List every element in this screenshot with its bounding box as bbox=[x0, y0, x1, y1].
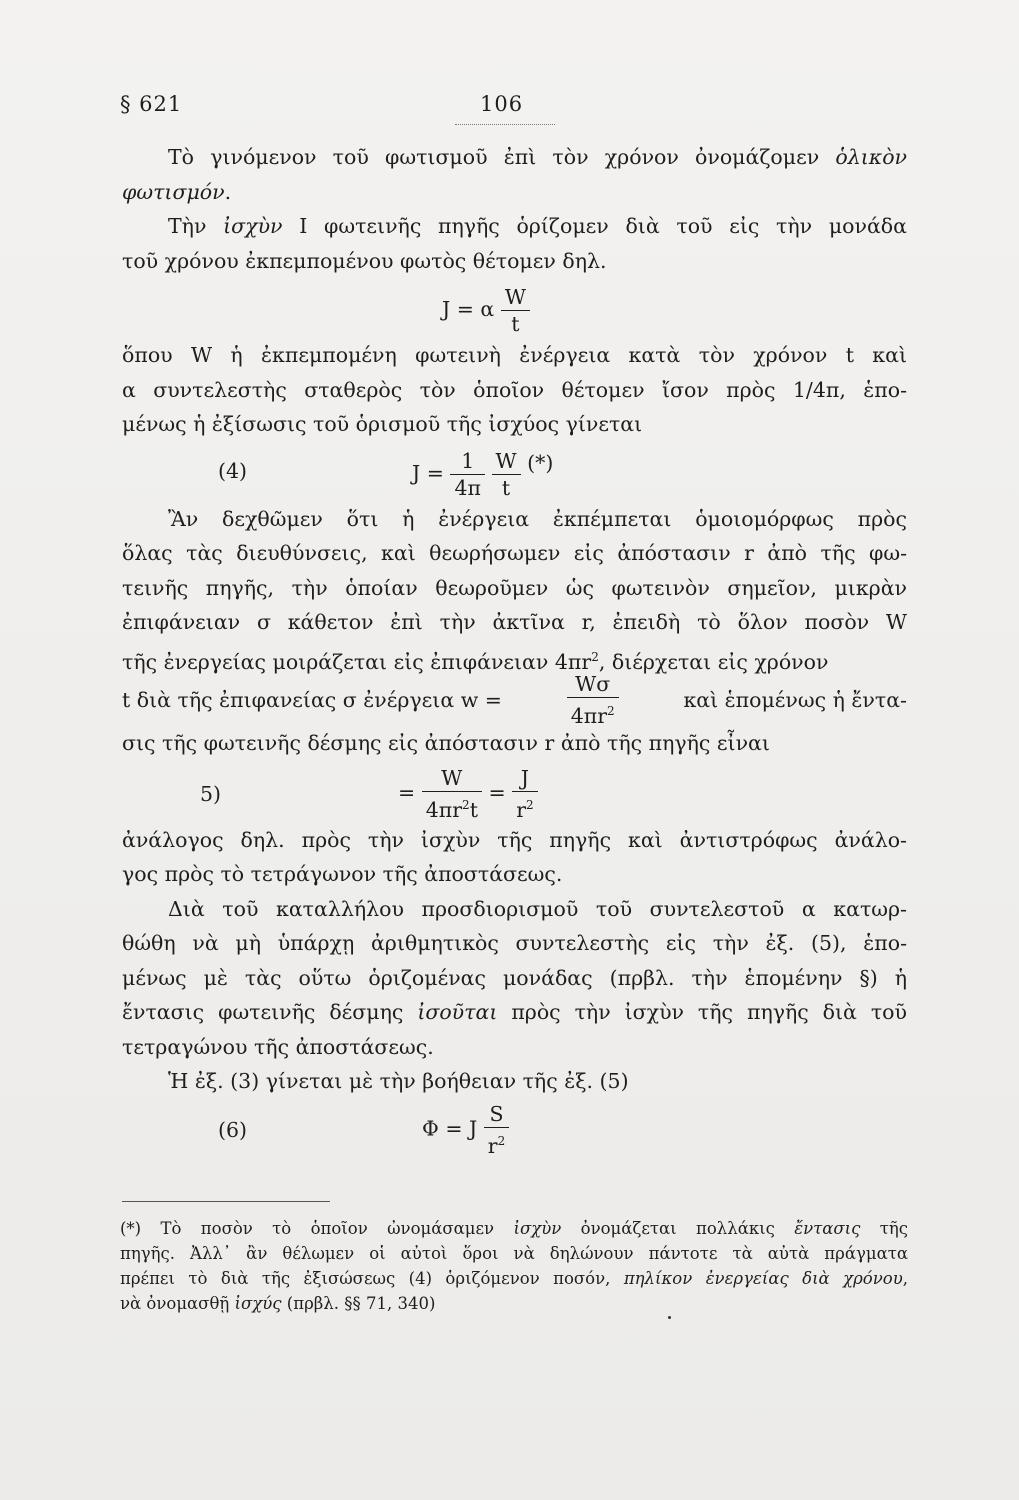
paragraph-line: ἀνάλογος δηλ. πρὸς τὴν ἰσχὺν τῆς πηγῆς καὶ ἀντιστρόφως ἀνάλο- bbox=[122, 827, 907, 852]
paragraph-line bbox=[122, 640, 907, 675]
numerator: J bbox=[512, 765, 537, 792]
equation-label: 5) bbox=[200, 781, 222, 806]
main-text bbox=[122, 140, 907, 1159]
header-ornament bbox=[455, 122, 555, 125]
equation-6 bbox=[122, 1099, 907, 1159]
paragraph-line: ὅλας τὰς διευθύνσεις, καὶ θεωρήσωμεν εἰς ἀπόστασιν r ἀπὸ τῆς φω- bbox=[122, 541, 907, 565]
equation-a bbox=[122, 278, 907, 338]
equation-5 bbox=[122, 761, 907, 823]
footnote-rule bbox=[122, 1201, 330, 1202]
text-span: 4πr bbox=[570, 703, 608, 728]
paragraph-line: Διὰ τοῦ καταλλήλου προσδιορισμοῦ τοῦ συντελεστοῦ α κατωρ- bbox=[168, 896, 907, 921]
paragraph-line: α συντελεστὴς σταθερὸς τὸν ὁποῖον θέτομεν ἴσον πρὸς 1/4π, ἑπο- bbox=[122, 377, 907, 402]
equation-lhs: Φ = J bbox=[422, 1115, 478, 1140]
text-span bbox=[122, 640, 828, 675]
fraction bbox=[484, 1101, 509, 1159]
superscript: 2 bbox=[497, 1133, 506, 1148]
superscript: 2 bbox=[526, 797, 534, 812]
term-italic: ἰσχὺν bbox=[513, 1219, 562, 1238]
paragraph-line: ὅπου W ἡ ἐκπεμπομένη φωτεινὴ ἐνέργεια κατὰ τὸν χρόνον t καὶ bbox=[122, 343, 907, 367]
equation-lhs: J = α bbox=[442, 297, 495, 321]
fraction bbox=[501, 284, 530, 337]
paragraph-line: σις τῆς φωτεινῆς δέσμης εἰς ἀπόστασιν r ἀπὸ τῆς πηγῆς εἶναι bbox=[122, 731, 770, 755]
text-span: (πρβλ. §§ 71, 340) bbox=[286, 1294, 436, 1313]
footnote bbox=[120, 1216, 908, 1316]
text-span: r bbox=[487, 1133, 498, 1158]
text-span: πρὸς τὴν ἰσχὺν τῆς πηγῆς διὰ τοῦ bbox=[511, 1000, 907, 1024]
superscript: 2 bbox=[462, 797, 470, 812]
term-italic: ὁλικὸν bbox=[835, 145, 907, 169]
fraction bbox=[422, 765, 482, 823]
term-italic: πηλίκον ἐνεργείας διὰ χρόνου bbox=[623, 1269, 903, 1288]
text-span: (*) Τὸ ποσὸν τὸ ὁποῖον ὠνομάσαμεν bbox=[120, 1219, 495, 1238]
page-number: 106 bbox=[480, 92, 524, 116]
paragraph-line: Ἡ ἐξ. (3) γίνεται μὲ τὴν βοήθειαν τῆς ἐξ. (5) bbox=[168, 1069, 629, 1093]
numerator: W bbox=[501, 284, 530, 311]
numerator: 1 bbox=[450, 448, 485, 475]
paragraph-line: τοῦ χρόνου ἐκπεμπομένου φωτὸς θέτομεν δηλ. bbox=[122, 248, 607, 273]
paragraph-line bbox=[122, 175, 907, 210]
text-span: r bbox=[516, 797, 526, 822]
section-number: § 621 bbox=[120, 92, 183, 116]
footnote-line bbox=[120, 1266, 908, 1291]
text-span: , διέρχεται εἰς χρόνον bbox=[598, 649, 829, 674]
text-span: τῆς ἐνεργείας μοιράζεται εἰς ἐπιφάνειαν 4πr bbox=[122, 649, 592, 674]
text-span: Τὸ γινόμενον τοῦ φωτισμοῦ ἐπὶ τὸν χρόνον ὀνομάζομεν bbox=[168, 145, 820, 169]
fraction bbox=[450, 448, 485, 501]
equation-body bbox=[442, 284, 530, 337]
text-span: νὰ ὀνομασθῇ bbox=[120, 1294, 230, 1313]
text-span: ὀνομάζεται πολλάκις bbox=[580, 1219, 775, 1238]
text-span: , bbox=[902, 1269, 908, 1288]
paragraph-line bbox=[122, 140, 907, 175]
text-span: ἔντασις φωτεινῆς δέσμης bbox=[122, 1000, 404, 1024]
fraction bbox=[512, 765, 537, 823]
superscript: 2 bbox=[591, 649, 599, 664]
text-span: I φωτεινῆς πηγῆς ὁρίζομεν διὰ τοῦ εἰς τὴν μονάδα bbox=[299, 214, 907, 238]
term-italic: ἔντασις bbox=[794, 1219, 861, 1238]
term-italic: φωτισμόν bbox=[122, 179, 225, 204]
equation-body bbox=[412, 446, 553, 501]
denominator bbox=[422, 792, 482, 823]
text-span: . bbox=[224, 179, 232, 204]
equals-sign: = bbox=[398, 779, 416, 804]
text-span: πρέπει τὸ διὰ τῆς ἐξισώσεως (4) ὁριζόμενον ποσόν, bbox=[120, 1269, 611, 1288]
page-header bbox=[120, 92, 910, 122]
denominator: 4π bbox=[454, 475, 481, 500]
fraction bbox=[567, 671, 619, 729]
paragraph-line: θώθη νὰ μὴ ὑπάρχῃ ἀριθμητικὸς συντελεστὴς εἰς τὴν ἐξ. (5), ἑπο- bbox=[122, 931, 907, 955]
paragraph-line: ἐπιφάνειαν σ κάθετον ἐπὶ τὴν ἀκτῖνα r, ἐπειδὴ τὸ ὅλον ποσὸν W bbox=[122, 610, 907, 634]
paragraph-line: μένως ἡ ἐξίσωσις τοῦ ὁρισμοῦ τῆς ἰσχύος γίνεται bbox=[122, 412, 643, 436]
text-span: καὶ ἑπομένως ἡ ἔντα- bbox=[683, 687, 907, 712]
text-span: τῆς bbox=[879, 1219, 909, 1238]
numerator: W bbox=[492, 448, 521, 475]
footnote-line bbox=[120, 1216, 908, 1241]
text-span: Τὴν bbox=[168, 214, 207, 238]
paragraph-line: τεινῆς πηγῆς, τὴν ὁποίαν θεωροῦμεν ὡς φωτεινὸν σημεῖον, μικρὰν bbox=[122, 575, 907, 600]
numerator: Wσ bbox=[567, 671, 619, 698]
paragraph-line: Ἂν δεχθῶμεν ὅτι ἡ ἐνέργεια ἐκπέμπεται ὁμοιομόρφως πρὸς bbox=[168, 506, 907, 531]
paragraph-line bbox=[122, 674, 907, 726]
equals-sign: = bbox=[488, 779, 506, 804]
fraction bbox=[492, 448, 521, 501]
text-span: t διὰ τῆς ἐπιφανείας σ ἐνέργεια w = bbox=[122, 687, 502, 712]
equation-lhs: J = bbox=[412, 460, 444, 485]
paragraph-line bbox=[122, 995, 907, 1030]
denominator: t bbox=[511, 312, 520, 336]
denominator bbox=[567, 698, 619, 729]
text-span: t bbox=[469, 797, 478, 822]
paragraph-line: μένως μὲ τὰς οὕτω ὁριζομένας μονάδας (πρβλ. τὴν ἑπομένην §) ἡ bbox=[122, 965, 907, 990]
numerator: S bbox=[484, 1101, 509, 1128]
denominator: t bbox=[501, 475, 511, 500]
footnote-line: πηγῆς. Ἀλλ᾽ ἂν θέλωμεν οἱ αὐτοὶ ὅροι νὰ δηλώνουν πάντοτε τὰ αὐτὰ πράγματα bbox=[120, 1244, 908, 1263]
footnote-line bbox=[120, 1291, 908, 1316]
equation-label: (6) bbox=[218, 1117, 248, 1142]
print-speck bbox=[668, 1316, 671, 1319]
term-italic: ἰσοῦται bbox=[417, 1000, 498, 1024]
term-italic: ἰσχὺν bbox=[223, 214, 283, 238]
denominator bbox=[512, 792, 537, 823]
term-italic: ἰσχύς bbox=[234, 1294, 282, 1313]
equation-body bbox=[398, 765, 538, 823]
text-span: 4πr bbox=[425, 797, 463, 822]
numerator: W bbox=[422, 765, 482, 792]
superscript: 2 bbox=[607, 704, 615, 719]
paragraph-line bbox=[122, 209, 907, 244]
equation-4 bbox=[122, 442, 907, 502]
denominator bbox=[484, 1128, 509, 1159]
equation-label: (4) bbox=[218, 458, 248, 483]
paragraph-line: τετραγώνου τῆς ἀποστάσεως. bbox=[122, 1034, 434, 1059]
paragraph-line: γος πρὸς τὸ τετράγωνον τῆς ἀποστάσεως. bbox=[122, 862, 563, 886]
equation-body bbox=[422, 1101, 509, 1159]
footnote-marker: (*) bbox=[527, 450, 554, 475]
